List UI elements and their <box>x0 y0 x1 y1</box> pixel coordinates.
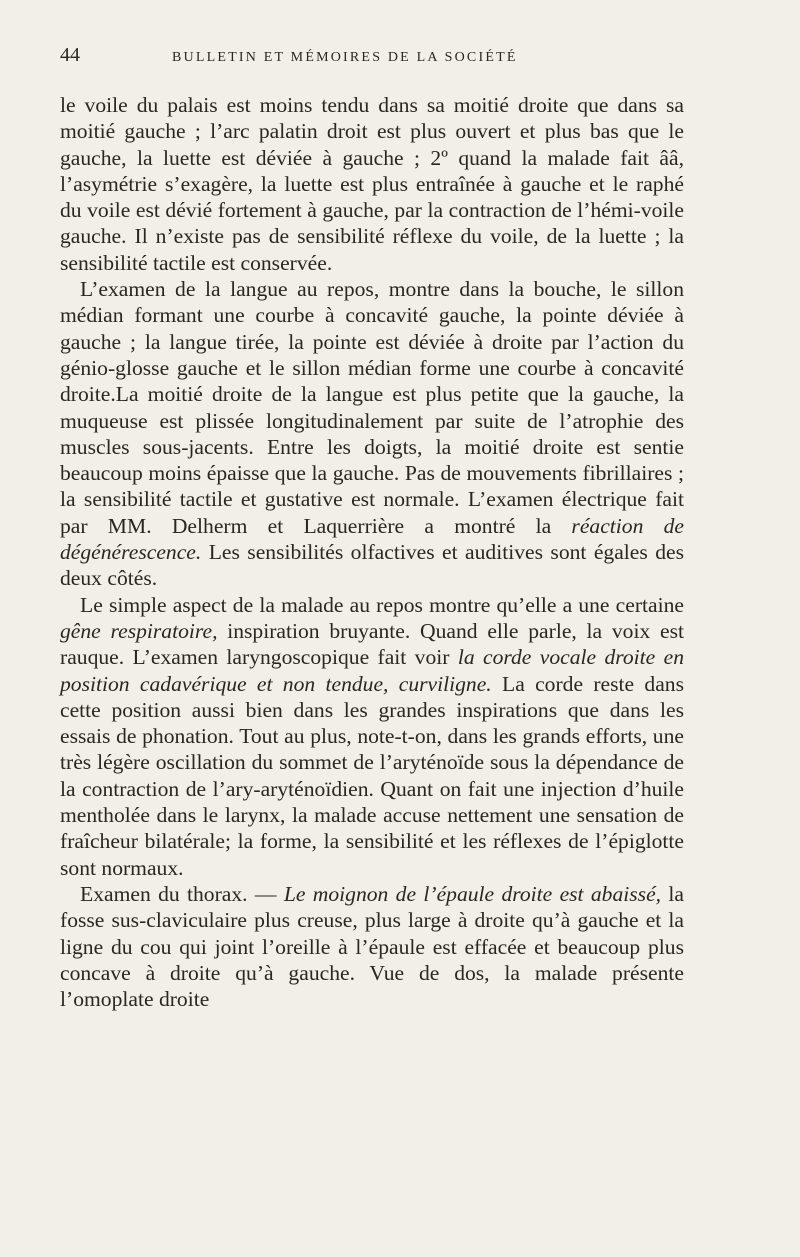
running-head: BULLETIN ET MÉMOIRES DE LA SOCIÉTÉ <box>172 50 518 65</box>
paragraph-langue: L’examen de la langue au repos, montre dans la bouche, le sillon médian formant une courbe à concavité gauche, la pointe déviée à gauche ; la langue tirée, la pointe est déviée à droite par l’action du génio-glosse gauche et le sillon médian forme une courbe à concavité droite.La moitié droite de la langue est plus petite que la gauche, la muqueuse est plissée longitudinalement par suite de l’atrophie des muscles sous-jacents. Entre les doigts, la moitié droite est sentie beaucoup moins épaisse que la gauche. Pas de mouvements fibrillaires ; la sensibilité tactile et gustative est normale. L’examen électrique fait par MM. Delherm et Laquerrière a montré la réaction de dégénérescence. Les sensibilités olfactives et auditives sont égales des deux côtés. <box>60 277 685 591</box>
body-text <box>60 92 684 1012</box>
page-header <box>60 44 700 74</box>
paragraph-larynx: Le simple aspect de la malade au repos montre qu’elle a une certaine gêne respiratoire, inspiration bruyante. Quand elle parle, la voix est rauque. L’examen laryngoscopique fait voir la corde vocale droite en position cadavérique et non tendue, curviligne. La corde reste dans cette position aussi bien dans les grandes inspirations que dans les essais de phonation. Tout au plus, note-t-on, dans les grands efforts, une très légère oscillation du sommet de l’aryténoïde sous la dépendance de la contraction de l’ary-aryténoïdien. Quant on fait une injection d’huile mentholée dans le larynx, la malade accuse nettement une sensation de fraîcheur bilatérale; la forme, la sensibilité et les réflexes de l’épiglotte sont normaux. <box>60 592 685 880</box>
page-number: 44 <box>60 44 80 66</box>
paragraph-voile: le voile du palais est moins tendu dans sa moitié droite que dans sa moitié gauche ; l’arc palatin droit est plus ouvert et plus bas que le gauche, la luette est déviée à gauche ; 2º quand la malade fait ââ, l’asymétrie s’exagère, la luette est plus entraînée à gauche et le raphé du voile est dévié fortement à gauche, par la contraction de l’hémi-voile gauche. Il n’existe pas de sensibilité réflexe du voile, de la luette ; la sensibilité tactile est conservée. <box>60 93 684 275</box>
paragraph-thorax: Examen du thorax. — Le moignon de l’épaule droite est abaissé, la fosse sus-claviculaire plus creuse, plus large à droite qu’à gauche et la ligne du cou qui joint l’oreille à l’épaule est effacée et beaucoup plus concave à droite qu’à gauche. Vue de dos, la malade présente l’omoplate droite <box>60 881 684 1012</box>
